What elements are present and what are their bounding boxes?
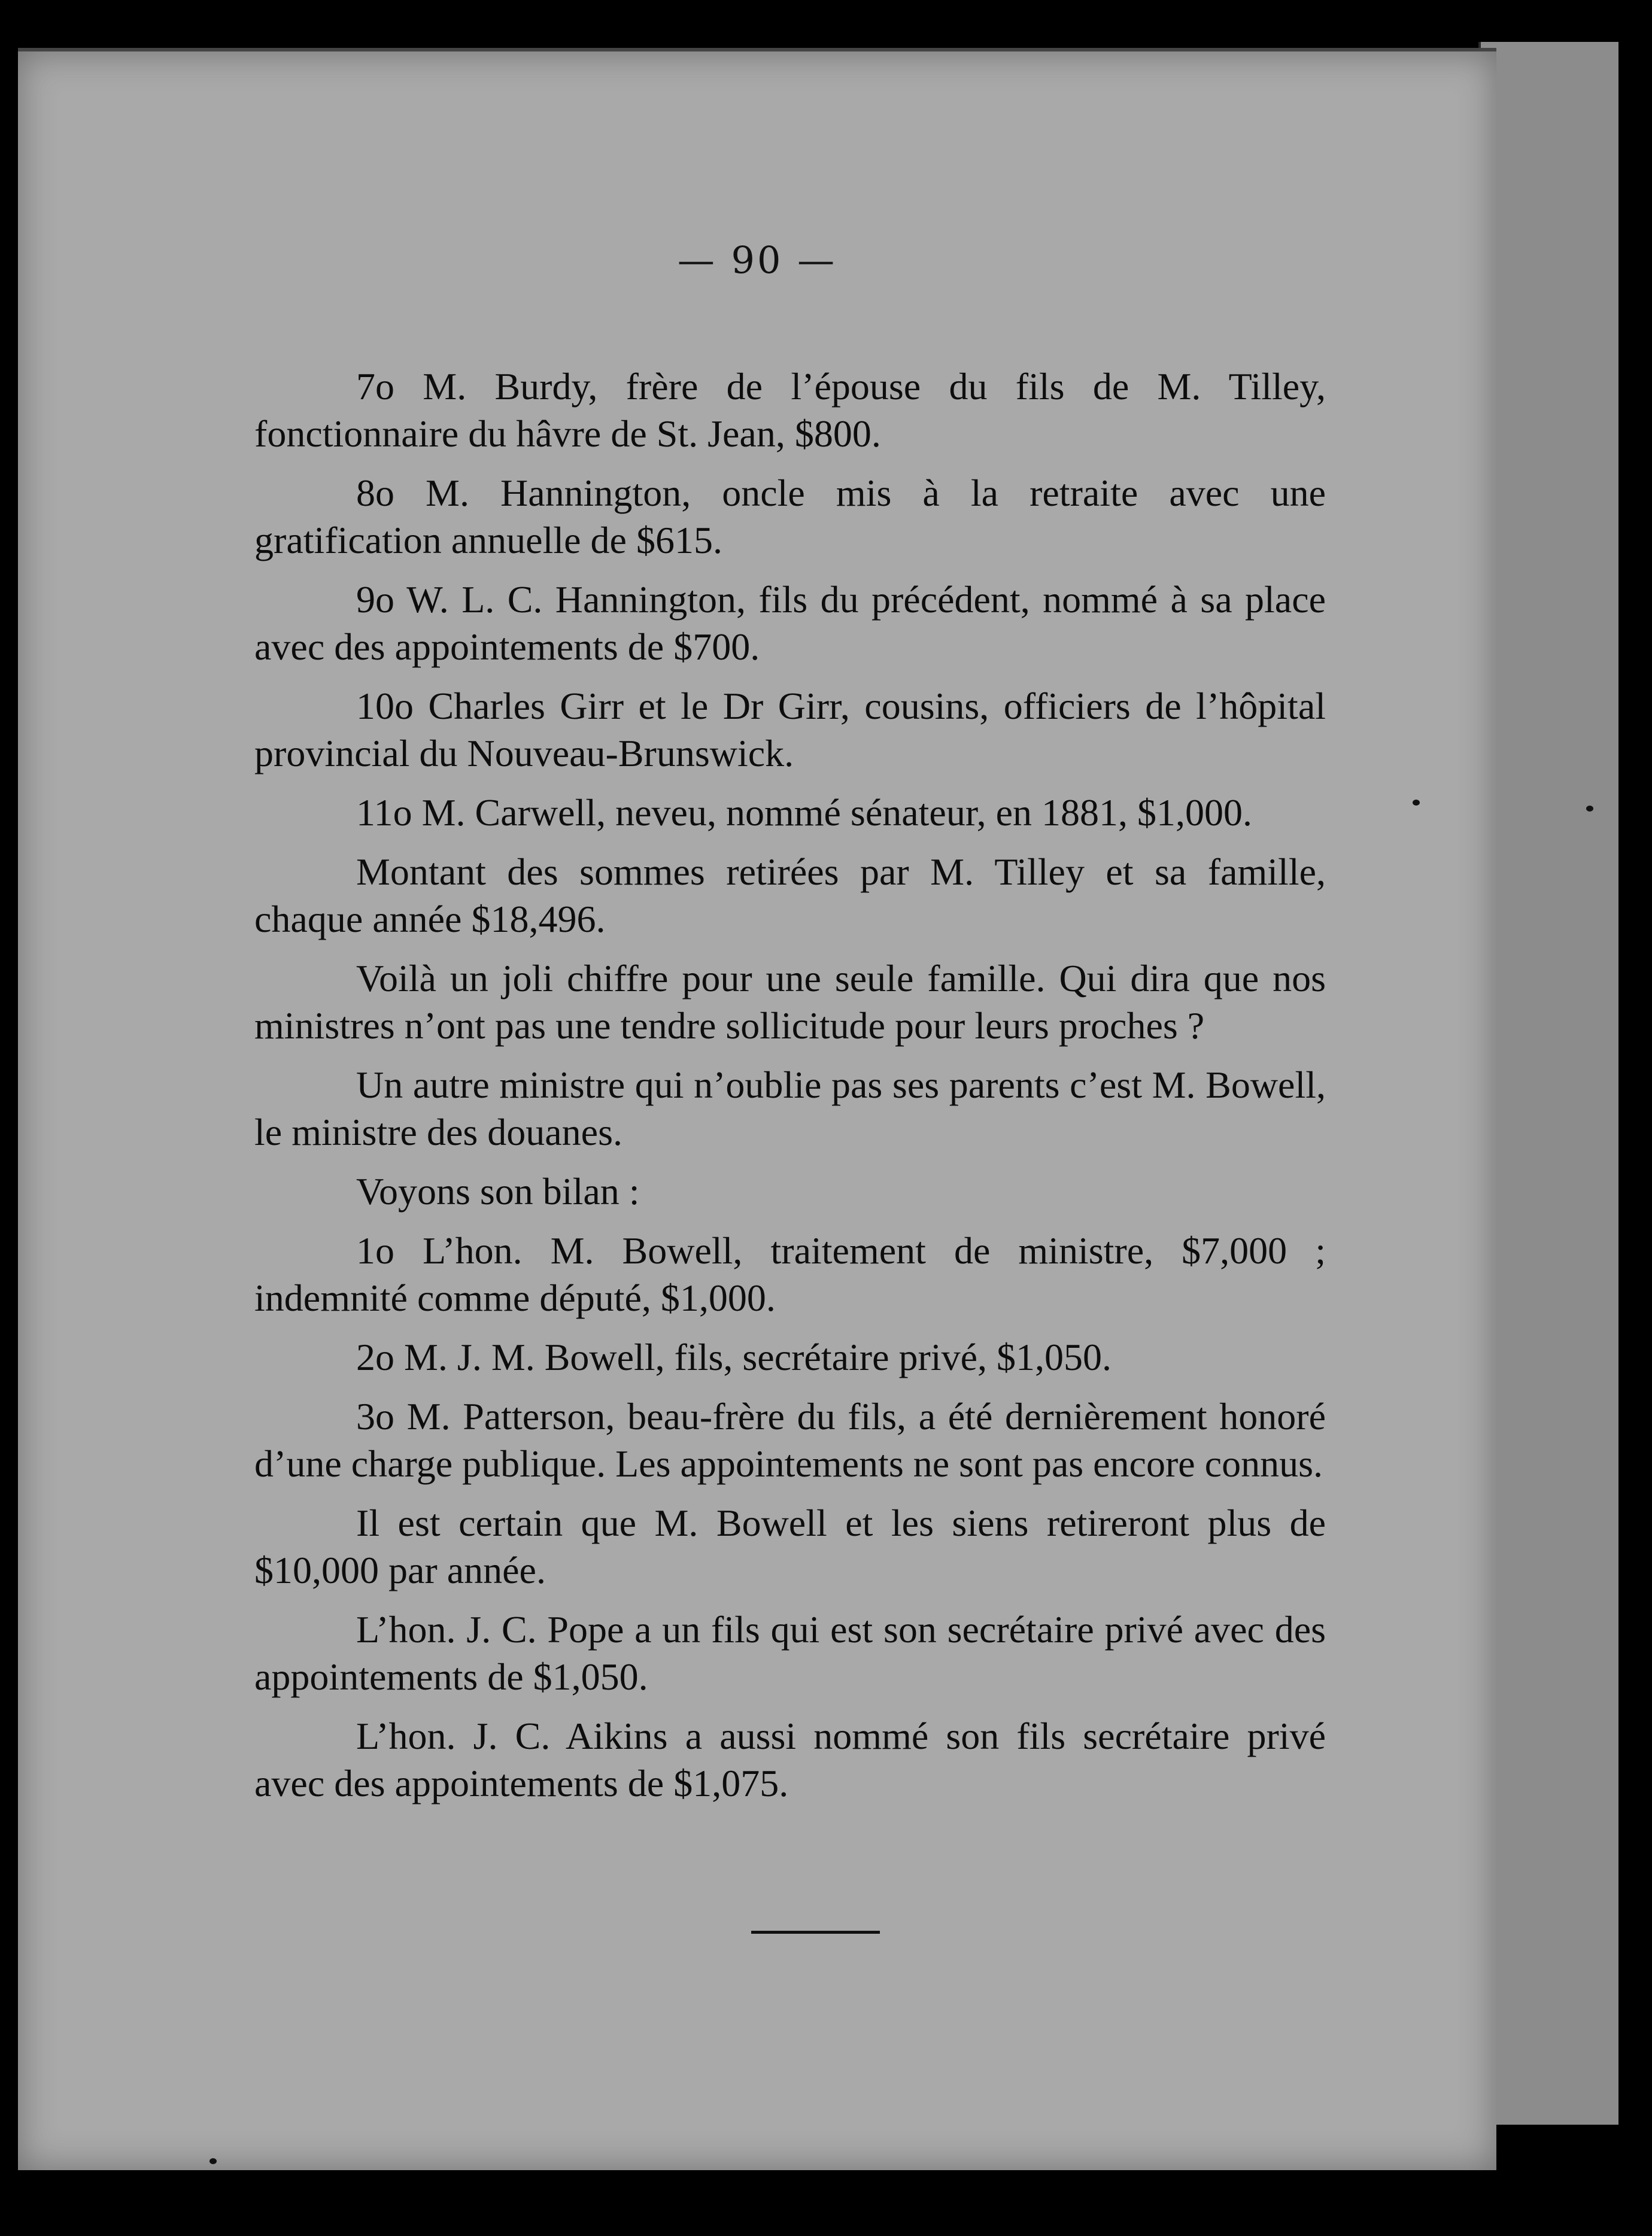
ink-speck (209, 2158, 217, 2164)
document-page (18, 48, 1496, 2170)
background-page (1478, 42, 1618, 2125)
body-text (254, 363, 1326, 1819)
paragraph: L’hon. J. C. Aikins a aussi nommé son fils secrétaire privé avec des appointements de $1,075. (254, 1715, 1326, 1804)
paragraph: Montant des sommes retirées par M. Tilley et sa famille, chaque année $18,496. (254, 850, 1326, 940)
paragraph: 8o M. Hannington, oncle mis à la retraite avec une gratification annuelle de $615. (254, 472, 1326, 561)
paragraph: 3o M. Patterson, beau-frère du fils, a été dernièrement honoré d’une charge publique. Les appointements ne sont pas encore connus. (254, 1395, 1326, 1485)
paragraph: Un autre ministre qui n’oublie pas ses parents c’est M. Bowell, le ministre des douanes. (254, 1064, 1326, 1153)
paragraph: 9o W. L. C. Hannington, fils du précédent, nommé à sa place avec des appointements de $700. (254, 578, 1326, 668)
page-number: — 90 — (677, 238, 837, 282)
paragraph: L’hon. J. C. Pope a un fils qui est son secrétaire privé avec des appointements de $1,050. (254, 1608, 1326, 1698)
ink-speck (1413, 800, 1420, 806)
paragraph: 7o M. Burdy, frère de l’épouse du fils de M. Tilley, fonctionnaire du hâvre de St. Jean, $800. (254, 365, 1326, 455)
paragraph: Voyons son bilan : (356, 1170, 640, 1213)
paragraph: 1o L’hon. M. Bowell, traitement de ministre, $7,000 ; indemnité comme député, $1,000. (254, 1229, 1326, 1319)
paragraph: 11o M. Carwell, neveu, nommé sénateur, en 1881, $1,000. (356, 791, 1252, 834)
paragraph: Il est certain que M. Bowell et les siens retireront plus de $10,000 par année. (254, 1502, 1326, 1591)
paragraph: 2o M. J. M. Bowell, fils, secrétaire privé, $1,050. (356, 1336, 1112, 1378)
paragraph: 10o Charles Girr et le Dr Girr, cousins, officiers de l’hôpital provincial du Nouveau-Brunswick. (254, 685, 1326, 774)
ink-speck (1586, 806, 1593, 812)
end-rule (751, 1931, 880, 1934)
paragraph: Voilà un joli chiffre pour une seule famille. Qui dira que nos ministres n’ont pas une tendre sollicitude pour leurs proches ? (254, 957, 1326, 1047)
